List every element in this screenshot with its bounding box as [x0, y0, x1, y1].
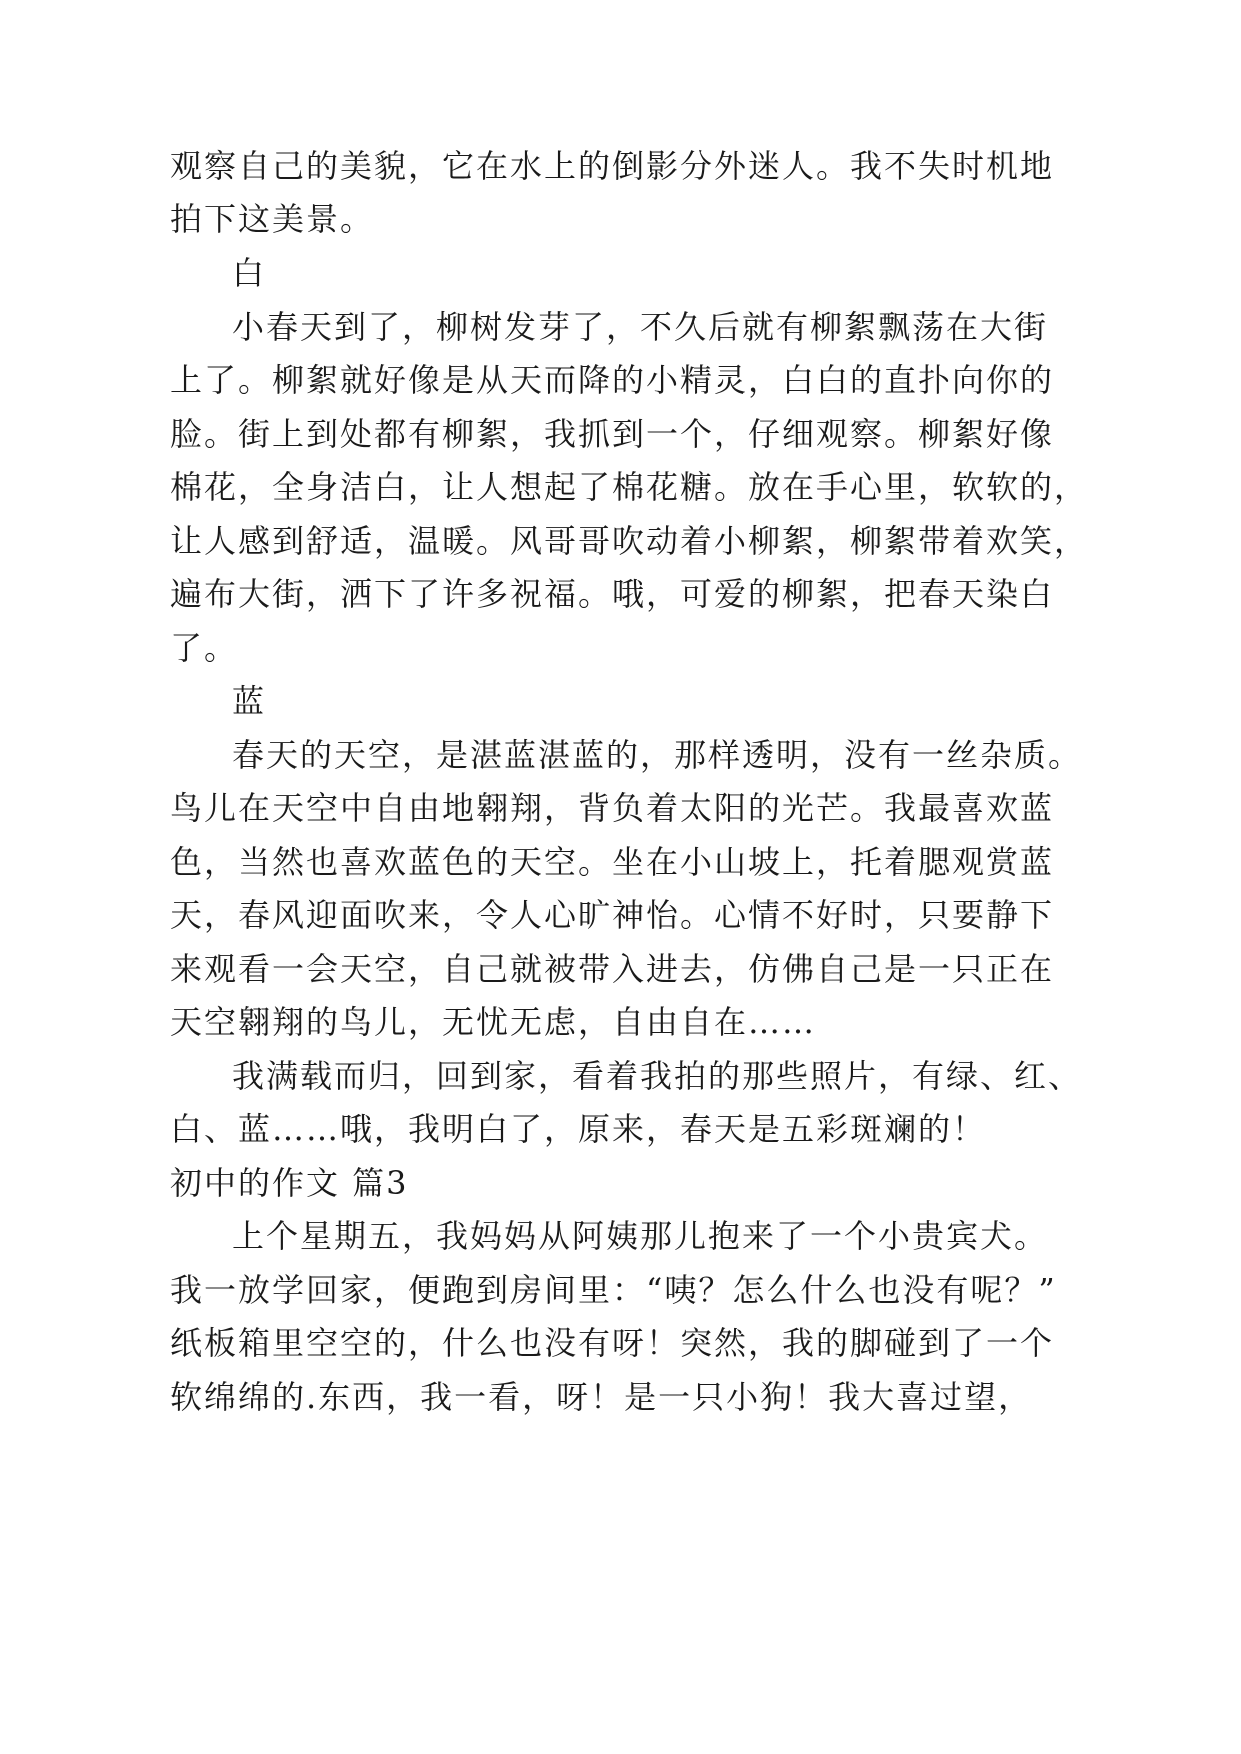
paragraph-line: 小春天到了，柳树发芽了，不久后就有柳絮飘荡在大街 — [232, 308, 1049, 346]
paragraph-line: 我一放学回家，便跑到房间里：“咦？怎么什么也没有呢？” — [170, 1271, 1057, 1309]
paragraph-line: 天空翱翔的鸟儿，无忧无虑，自由自在…… — [170, 1003, 817, 1041]
paragraph-line: 脸。街上到处都有柳絮，我抓到一个，仔细观察。柳絮好像 — [170, 415, 1055, 453]
paragraph-line: 让人感到舒适，温暖。风哥哥吹动着小柳絮，柳絮带着欢笑， — [170, 522, 1089, 560]
paragraph-line: 棉花，全身洁白，让人想起了棉花糖。放在手心里，软软的， — [170, 468, 1089, 506]
section-heading: 白 — [232, 254, 267, 292]
paragraph-line: 我满载而归，回到家，看着我拍的那些照片，有绿、红、 — [232, 1057, 1083, 1095]
paragraph-line: 遍布大街，洒下了许多祝福。哦，可爱的柳絮，把春天染白 — [170, 575, 1055, 613]
paragraph-line: 春天的天空，是湛蓝湛蓝的，那样透明，没有一丝杂质。 — [232, 736, 1083, 774]
paragraph-line: 了。 — [170, 629, 239, 667]
paragraph-line: 拍下这美景。 — [170, 200, 375, 238]
paragraph-line: 纸板箱里空空的，什么也没有呀！突然，我的脚碰到了一个 — [170, 1324, 1055, 1362]
paragraph-line: 上了。柳絮就好像是从天而降的小精灵，白白的直扑向你的 — [170, 361, 1055, 399]
section-heading: 蓝 — [232, 682, 267, 720]
paragraph-line: 天，春风迎面吹来，令人心旷神怡。心情不好时，只要静下 — [170, 896, 1055, 934]
essay-title: 初中的作文 篇3 — [170, 1164, 409, 1202]
paragraph-line: 白、蓝……哦，我明白了，原来，春天是五彩斑斓的！ — [170, 1110, 987, 1148]
paragraph-line: 观察自己的美貌，它在水上的倒影分外迷人。我不失时机地 — [170, 147, 1055, 185]
paragraph-line: 软绵绵的.东西，我一看，呀！是一只小狗！我大喜过望， — [170, 1378, 1033, 1416]
paragraph-line: 色，当然也喜欢蓝色的天空。坐在小山坡上，托着腮观赏蓝 — [170, 843, 1055, 881]
paragraph-line: 上个星期五，我妈妈从阿姨那儿抱来了一个小贵宾犬。 — [232, 1217, 1049, 1255]
paragraph-line: 来观看一会天空，自己就被带入进去，仿佛自己是一只正在 — [170, 950, 1055, 988]
paragraph-line: 鸟儿在天空中自由地翱翔，背负着太阳的光芒。我最喜欢蓝 — [170, 789, 1055, 827]
